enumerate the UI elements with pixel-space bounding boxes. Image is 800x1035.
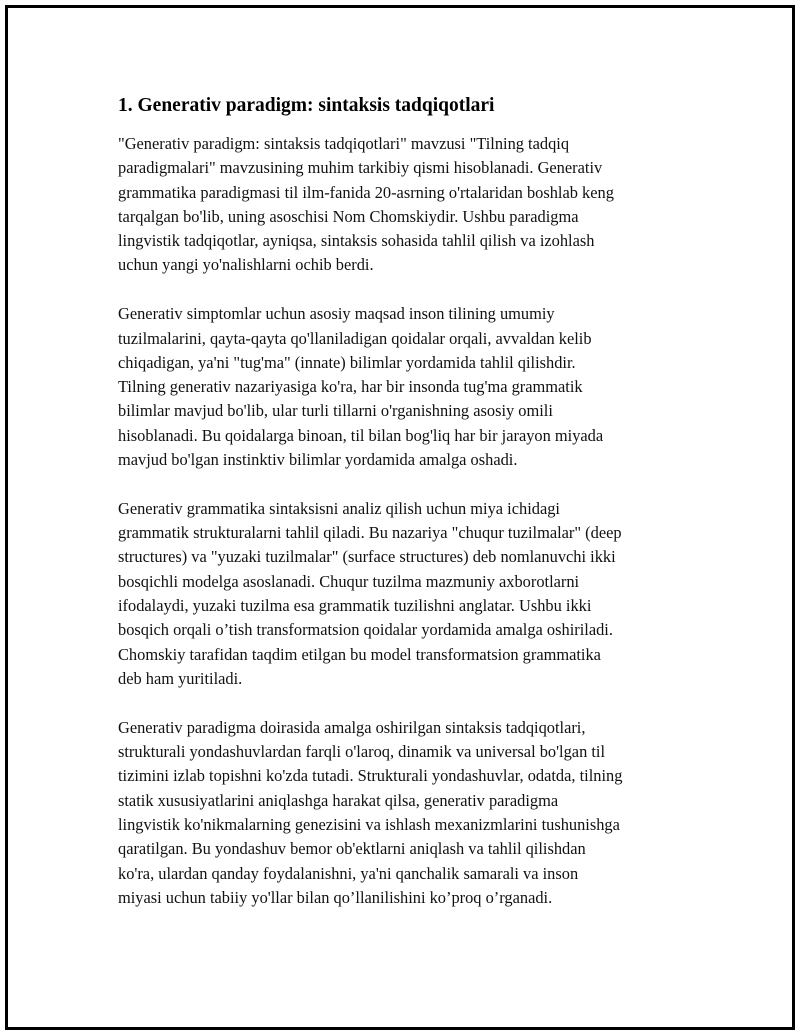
- text-line: grammatika paradigmasi til ilm-fanida 20-asrning o'rtalaridan boshlab keng: [118, 182, 614, 202]
- text-line: Generativ simptomlar uchun asosiy maqsad inson tilining umumiy: [118, 304, 555, 324]
- text-line: Generativ paradigma doirasida amalga oshirilgan sintaksis tadqiqotlari,: [118, 717, 586, 737]
- text-line: paradigmalari" mavzusining muhim tarkibiy qismi hisoblanadi. Generativ: [118, 158, 603, 178]
- paragraph-3: [118, 497, 688, 691]
- text-line: miyasi uchun tabiiy yo'llar bilan qo’llanilishini ko’proq o’rganadi.: [118, 887, 553, 907]
- text-line: hisoblanadi. Bu qoidalarga binoan, til bilan bog'liq har bir jarayon miyada: [118, 425, 604, 445]
- text-line: tizimini izlab topishni ko'zda tutadi. Strukturali yondashuvlar, odatda, tilning: [118, 766, 623, 786]
- text-line: qaratilgan. Bu yondashuv bemor ob'ektlarni aniqlash va tahlil qilishdan: [118, 839, 586, 859]
- text-line: Chomskiy tarafidan taqdim etilgan bu model transformatsion grammatika: [118, 644, 601, 664]
- text-line: Generativ grammatika sintaksisni analiz qilish uchun miya ichidagi: [118, 498, 560, 518]
- text-line: structures) va "yuzaki tuzilmalar" (surface structures) deb nomlanuvchi ikki: [118, 547, 616, 567]
- text-line: "Generativ paradigm: sintaksis tadqiqotlari" mavzusi "Tilning tadqiq: [118, 134, 570, 153]
- text-line: tarqalgan bo'lib, uning asoschisi Nom Chomskiydir. Ushbu paradigma: [118, 206, 579, 226]
- text-line: statik xususiyatlarini aniqlashga harakat qilsa, generativ paradigma: [118, 790, 559, 810]
- text-line: deb ham yuritiladi.: [118, 668, 243, 688]
- text-line: lingvistik tadqiqotlar, ayniqsa, sintaksis sohasida tahlil qilish va izohlash: [118, 231, 595, 251]
- section-heading: 1. Generativ paradigm: sintaksis tadqiqotlari: [118, 95, 495, 116]
- text-line: grammatik strukturalarni tahlil qiladi. Bu nazariya "chuqur tuzilmalar" (deep: [118, 523, 622, 543]
- text-line: Tilning generativ nazariyasiga ko'ra, har bir insonda tug'ma grammatik: [118, 377, 583, 397]
- text-line: tuzilmalarini, qayta-qayta qo'llaniladigan qoidalar orqali, avvaldan kelib: [118, 328, 592, 348]
- document-body: [118, 94, 688, 935]
- text-line: chiqadigan, ya'ni "tug'ma" (innate) bilimlar yordamida tahlil qilishdir.: [118, 352, 576, 372]
- text-line: mavjud bo'lgan instinktiv bilimlar yordamida amalga oshadi.: [118, 450, 518, 470]
- text-line: uchun yangi yo'nalishlarni ochib berdi.: [118, 255, 374, 275]
- text-line: strukturali yondashuvlardan farqli o'laroq, dinamik va universal bo'lgan til: [118, 742, 606, 762]
- paragraph-4: [118, 716, 688, 910]
- paragraph-1: [118, 132, 688, 278]
- text-line: bilimlar mavjud bo'lib, ular turli tillarni o'rganishning asosiy omili: [118, 401, 553, 421]
- text-line: ifodalaydi, yuzaki tuzilma esa grammatik tuzilishni anglatar. Ushbu ikki: [118, 596, 592, 616]
- text-line: bosqichli modelga asoslanadi. Chuqur tuzilma mazmuniy axborotlarni: [118, 571, 580, 591]
- text-line: ko'ra, ulardan qanday foydalanishni, ya'ni qanchalik samarali va inson: [118, 863, 579, 883]
- paragraph-2: [118, 302, 688, 472]
- text-line: lingvistik ko'nikmalarning genezisini va ishlash mexanizmlarini tushunishga: [118, 814, 620, 834]
- text-line: bosqich orqali o’tish transformatsion qoidalar yordamida amalga oshiriladi.: [118, 620, 613, 640]
